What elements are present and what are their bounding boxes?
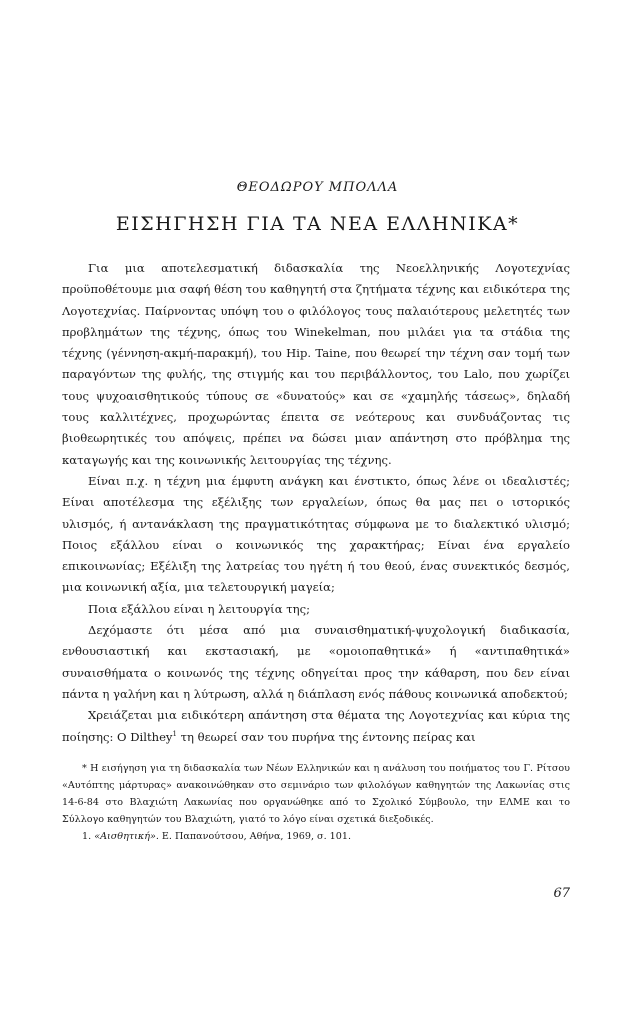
page-number: 67 xyxy=(553,886,570,901)
footnote-reference: 1 xyxy=(172,729,177,738)
body-paragraph: Δεχόμαστε ότι μέσα από μια συναισθηματική-ψυχολογική διαδικασία, ενθουσιαστική και εκστασιακή, με «ομοιοπαθητικά» ή «αντιπαθητικά» συναισθήματα ο κοινωνός της τέχνης οδηγείται προς την κάθαρση, που δεν είναι πάντα η γαλήνη και η λύτρωση, αλλά η διάπλαση ενός πάθους κοινωνικά αποδεκτού; xyxy=(62,623,570,701)
body-paragraph: Για μια αποτελεσματική διδασκαλία της Νεοελληνικής Λογοτεχνίας προϋποθέτουμε μια σαφή θέση του καθηγητή στα ζητήματα τέχνης και ειδικότερα της Λογοτεχνίας. Παίρνοντας υπόψη του ο φιλόλογος τους παλαιότερους μελετητές των προβλημάτων της τέχνης, όπως του Winekelman, που μιλάει για τα στάδια της τέχνης (γέννηση-ακμή-παρακμή), του Hip. Taine, που θεωρεί την τέχνη σαν τομή των παραγόντων της φυλής, της στιγμής και του περιβάλλοντος, του Lalo, που χωρίζει τους ψυχοαισθητικούς τύπους σε «δυνατούς» και σε «χαμηλής τάσεως», δηλαδή τους καλλιτέχνες, προχωρώντας έπειτα σε νεότερους και συνδυάζοντας τις βιοθεωρητικές του απόψεις, πρέπει να δώσει μιαν απάντηση στο πρόβλημα της καταγωγής και της κοινωνικής λειτουργίας της τέχνης. xyxy=(62,261,570,467)
body-paragraph xyxy=(62,705,570,748)
footnotes xyxy=(62,760,570,845)
footnote-1 xyxy=(62,828,570,845)
article-title: ΕΙΣΗΓΗΣΗ ΓΙΑ ΤΑ ΝΕΑ ΕΛΛΗΝΙΚΑ* xyxy=(115,213,520,235)
body-paragraph: Ποια εξάλλου είναι η λειτουργία της; xyxy=(88,601,310,616)
author-name: ΘΕΟΔΩΡΟΥ ΜΠΟΛΛΑ xyxy=(236,180,399,195)
body-text: Χρειάζεται μια ειδικότερη απάντηση στα θέματα της Λογοτεχνίας και κύρια της ποίησης: Ο Dilthey xyxy=(62,708,570,744)
footnote-source: «Αισθητική» xyxy=(94,831,156,842)
footnote-number: 1. xyxy=(82,831,95,842)
body-paragraph: Είναι π.χ. η τέχνη μια έμφυτη ανάγκη και ένστικτο, όπως λένε οι ιδεαλιστές; Είναι αποτέλεσμα της εξέλιξης των εργαλείων, όπως θα μας πει ο ιστορικός υλισμός, ή αντανάκλαση της πραγματικότητας σύμφωνα με το διαλεκτικό υλισμό; Ποιος εξάλλου είναι ο κοινωνικός της χαρακτήρας; Είναι ένα εργαλείο επικοινωνίας; Εξέλιξη της λατρείας του ηγέτη ή του θεού, ένας συνεκτικός δεσμός, μια κοινωνική αξία, μια τελετουργική μαγεία; xyxy=(62,473,570,595)
footnote-text: . Ε. Παπανούτσου, Αθήνα, 1969, σ. 101. xyxy=(155,831,352,842)
body-text: τη θεωρεί σαν του πυρήνα της έντονης πείρας και xyxy=(176,729,476,744)
article-body xyxy=(62,258,570,748)
footnote-star: * Η εισήγηση για τη διδασκαλία των Νέων Ελληνικών και η ανάλυση του ποιήματος του Γ. Ρίτσου «Αυτόπτης μάρτυρας» ανακοινώθηκαν στο σεμινάριο των φιλολόγων καθηγητών της Λακωνίας στις 14-6-84 στο Βλαχιώτη Λακωνίας που οργανώθηκε από το Σχολικό Σύμβουλο, την ΕΛΜΕ και το Σύλλογο καθηγητών του Βλαχιώτη, γιατό το λόγο είναι σχετικά διεξοδικές. xyxy=(62,763,570,825)
